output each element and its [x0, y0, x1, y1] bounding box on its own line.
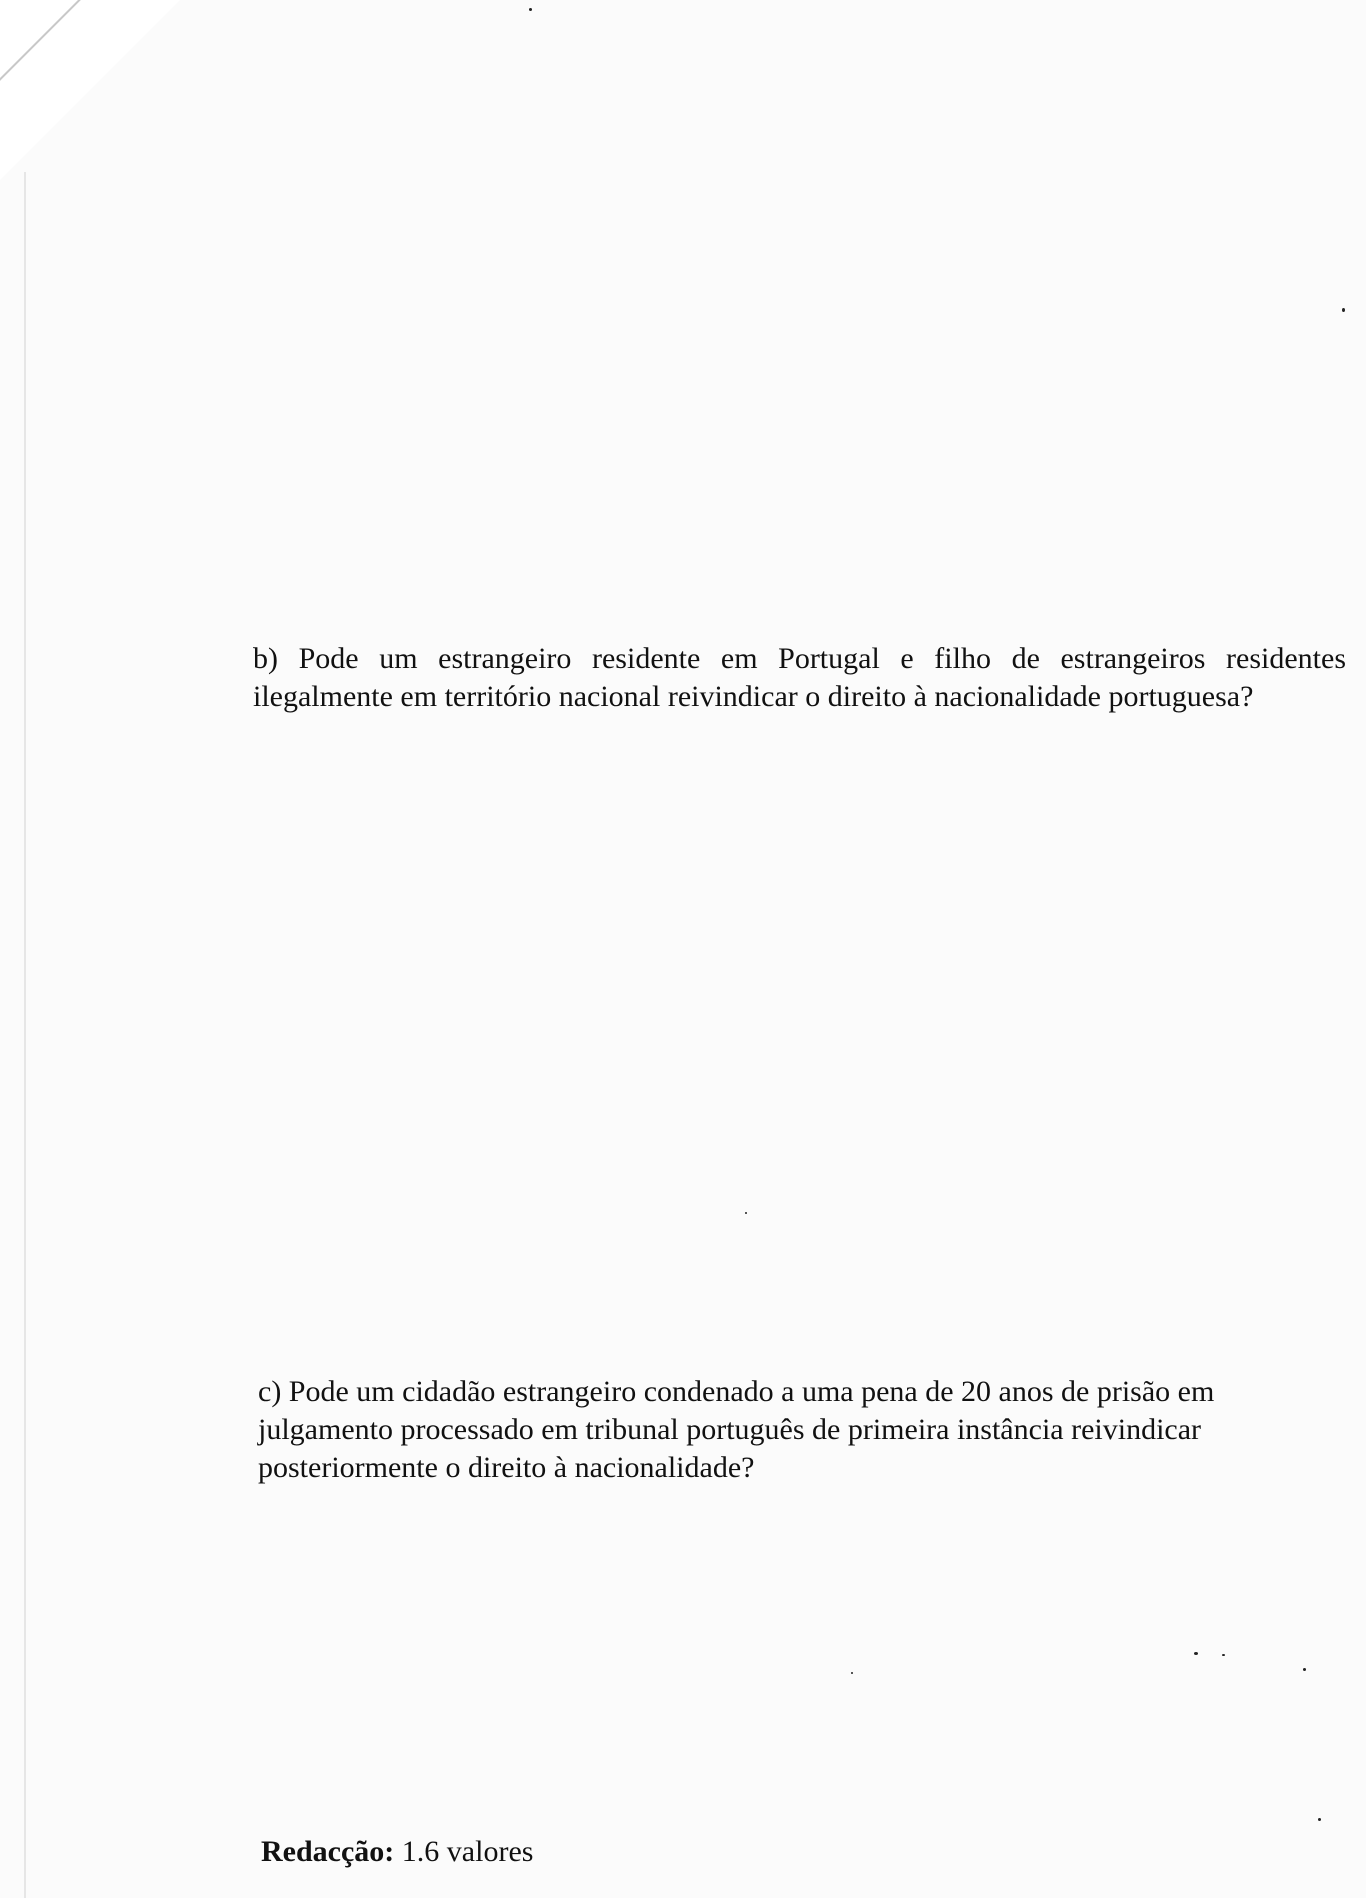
question-c: c) Pode um cidadão estrangeiro condenado a uma pena de 20 anos de prisão em julgamento processado em tribunal português de primeira instância reivindicar posteriormente o direito à nacionalidade?: [258, 1375, 1215, 1484]
score-label: Redacção:: [261, 1835, 395, 1868]
page-left-edge: [24, 172, 26, 1898]
score-line: [261, 1833, 533, 1871]
score-value: 1.6 valores: [394, 1835, 534, 1868]
folded-corner: [0, 0, 180, 180]
question-b: b) Pode um estrangeiro residente em Portugal e filho de estrangeiros residentes ilegalmente em território nacional reivindicar o direito à nacionalidade portuguesa?: [253, 642, 1346, 713]
